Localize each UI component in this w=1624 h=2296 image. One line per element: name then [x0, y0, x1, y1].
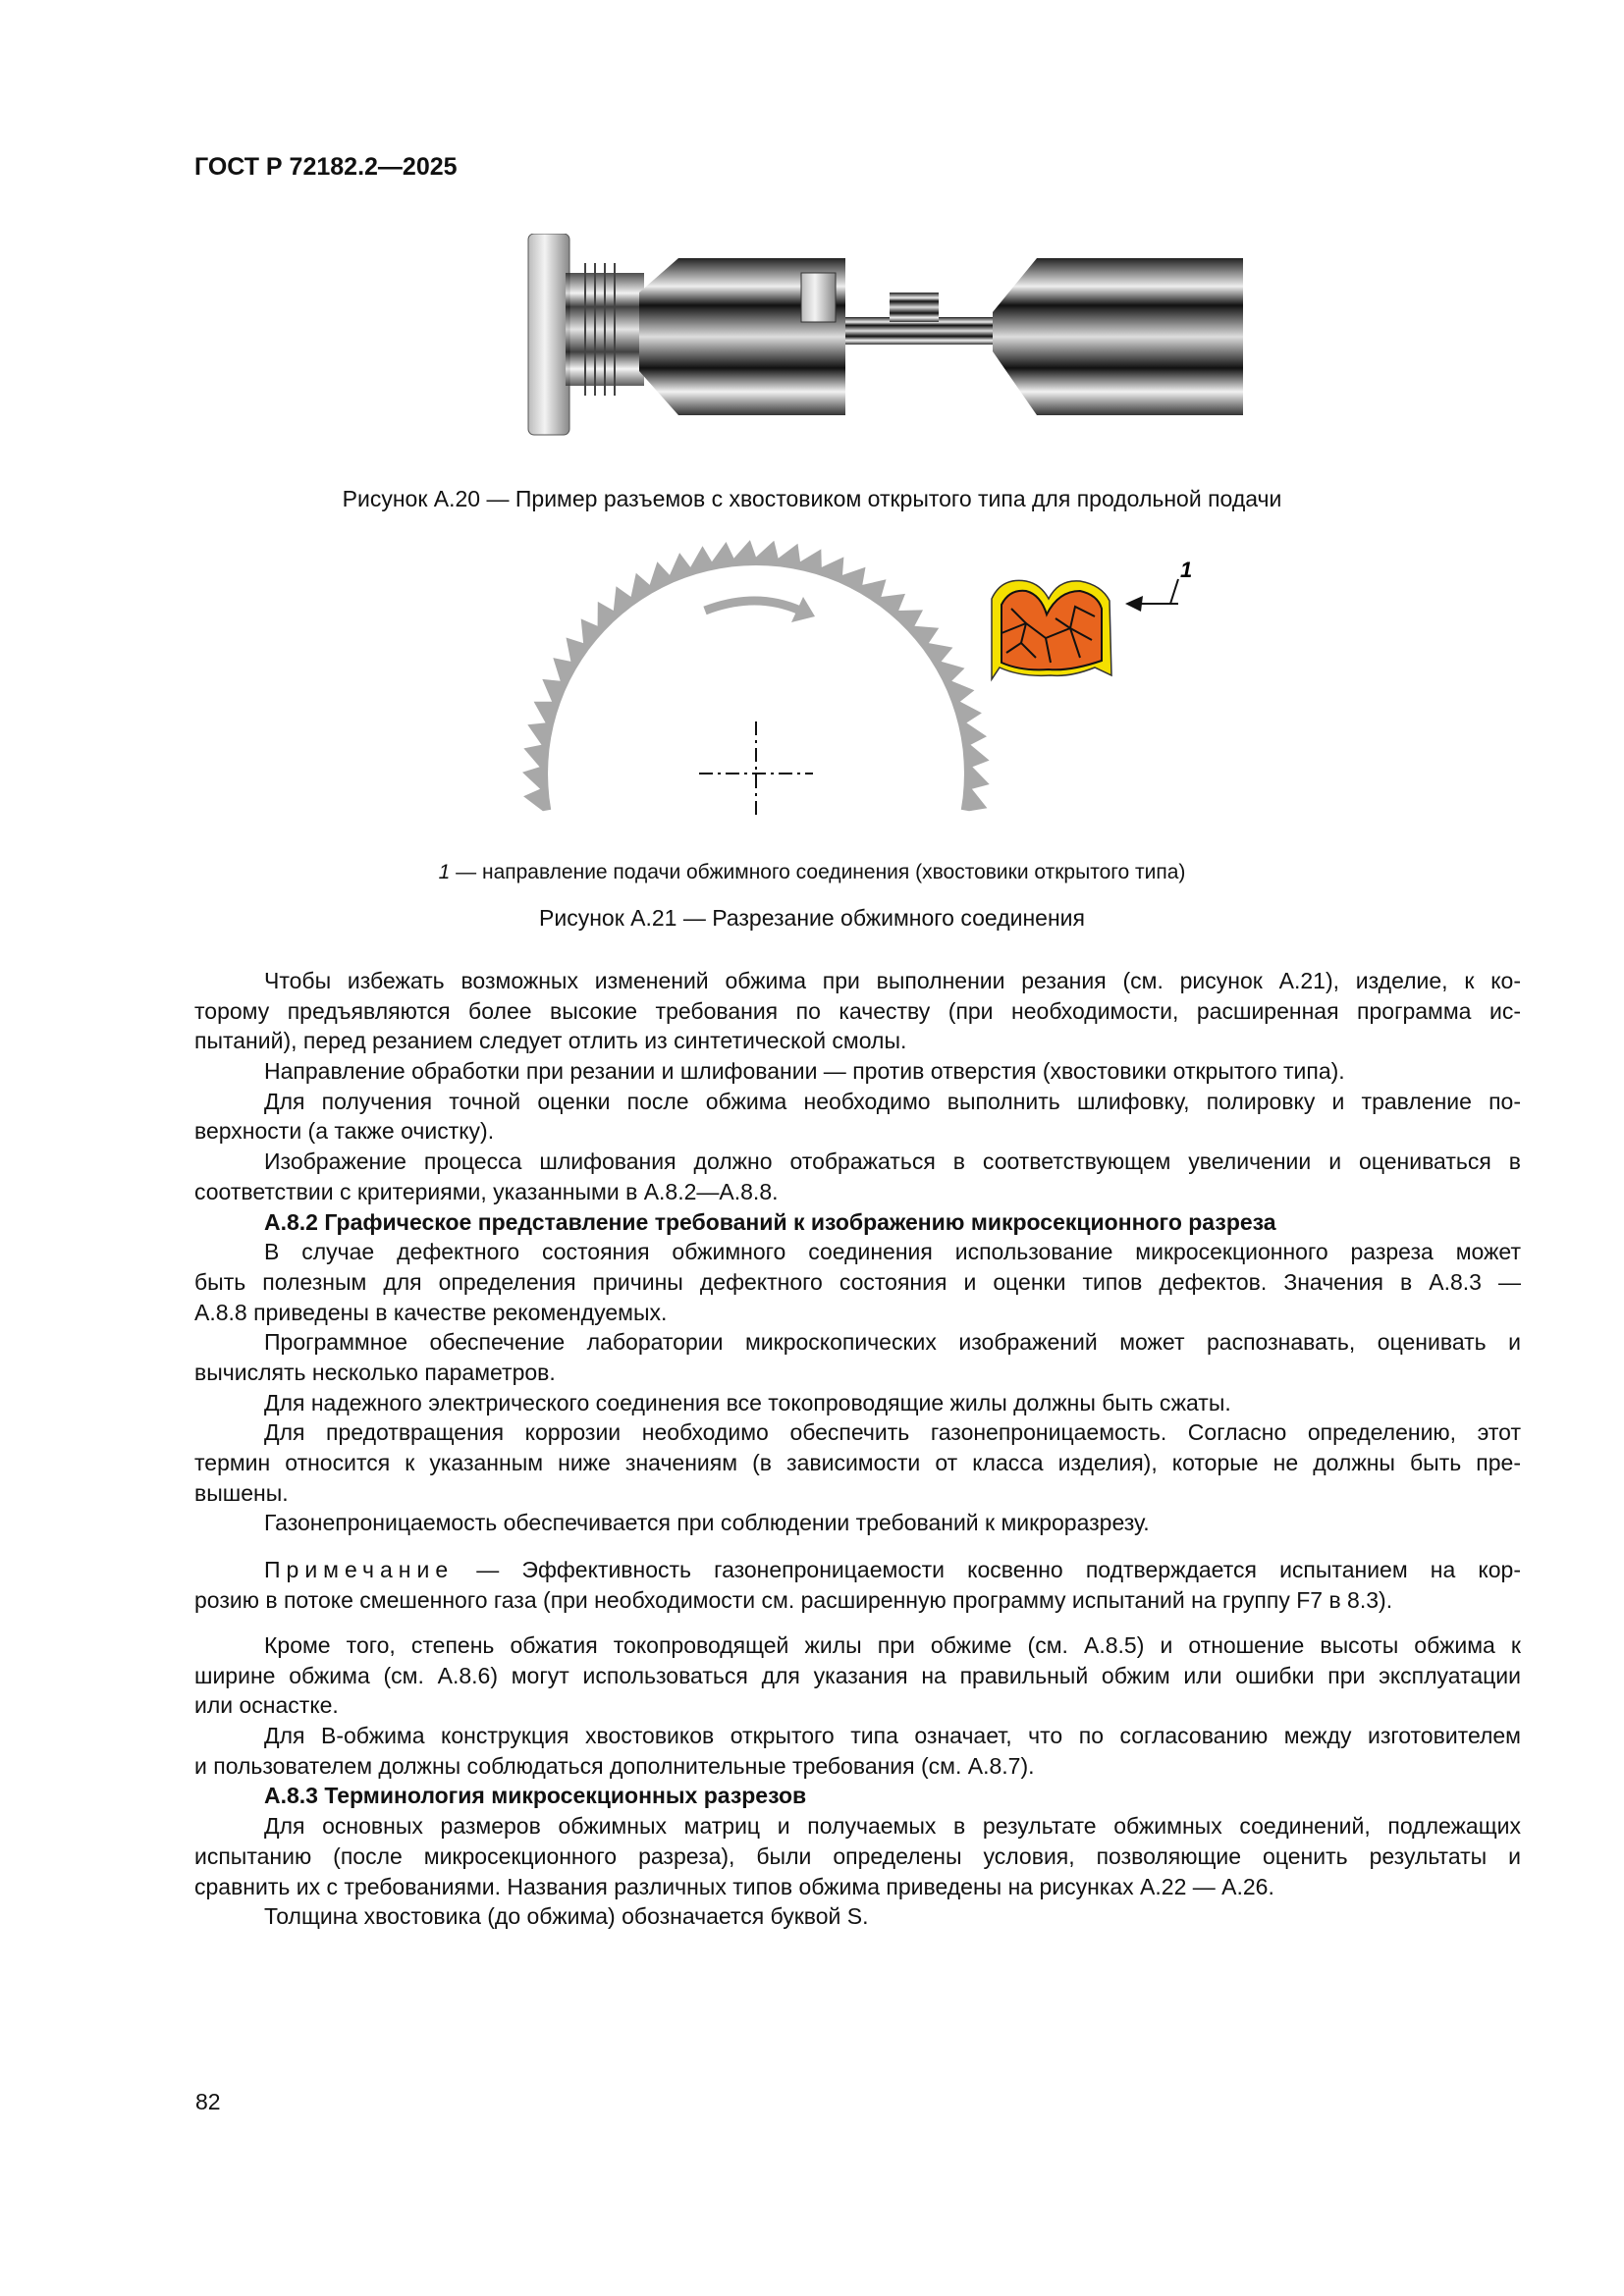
legend-text: — направление подачи обжимного соединения (хвостовики открытого типа) — [450, 861, 1186, 883]
body-text-top — [194, 966, 1521, 1538]
page-number: 82 — [195, 2089, 221, 2114]
paragraph-line: Газонепроницаемость обеспечивается при соблюдении требований к микроразрезу. — [264, 1510, 1150, 1536]
paragraph-line: вычислять несколько параметров. — [194, 1359, 556, 1385]
figure-a20-caption: Рисунок А.20 — Пример разъемов с хвостовиком открытого типа для продольной подачи — [342, 486, 1282, 511]
figure-a21-legend — [0, 861, 1624, 884]
section-heading: А.8.2 Графическое представление требований к изображению микросекционного разреза — [264, 1208, 1276, 1235]
figure-a21-caption: Рисунок А.21 — Разрезание обжимного соединения — [539, 905, 1085, 931]
center-mark-icon — [699, 721, 813, 815]
note-label: Примечание — [264, 1557, 455, 1582]
paragraph-line: термин относится к указанным ниже значениям (в зависимости от класса изделия), которые не должны быть пре- — [194, 1450, 1521, 1475]
paragraph-line: Для получения точной оценки после обжима необходимо выполнить шлифовку, полировку и травление по- — [264, 1088, 1521, 1114]
legend-number: 1 — [438, 861, 451, 883]
paragraph-line: А.8.8 приведены в качестве рекомендуемых. — [194, 1299, 668, 1325]
paragraph-line: или оснастке. — [194, 1692, 339, 1719]
paragraph-line: Для В-обжима конструкция хвостовиков открытого типа означает, что по согласованию между изготовителем — [264, 1723, 1521, 1749]
paragraph-line: Чтобы избежать возможных изменений обжима при выполнении резания (см. рисунок А.21), изделие, к ко- — [264, 968, 1521, 993]
saw-blade — [522, 540, 990, 811]
body-text-bottom — [194, 1630, 1521, 1932]
paragraph-line: пытаний), перед резанием следует отлить из синтетической смолы. — [194, 1028, 907, 1054]
saw-blade-diagram — [491, 530, 1237, 834]
section-heading: А.8.3 Терминология микросекционных разрезов — [264, 1783, 807, 1809]
paragraph-line: Изображение процесса шлифования должно отображаться в соответствующем увеличении и оцениваться в — [264, 1148, 1521, 1175]
paragraph-line: верхности (а также очистку). — [194, 1118, 495, 1145]
note-line: Примечание — Эффективность газонепроницаемости косвенно подтверждается испытанием на кор- — [264, 1557, 1521, 1582]
callout-label: 1 — [1180, 558, 1193, 582]
paragraph-line: вышены. — [194, 1479, 289, 1506]
paragraph-line: Программное обеспечение лаборатории микроскопических изображений может распознавать, оценивать и — [264, 1329, 1521, 1356]
feed-direction-arrow-icon — [1125, 579, 1178, 612]
paragraph-line: ширине обжима (см. А.8.6) могут использоваться для указания на правильный обжим или ошибки при эксплуатации — [194, 1662, 1521, 1688]
paragraph-line: Направление обработки при резании и шлифовании — против отверстия (хвостовики открытого типа). — [264, 1058, 1345, 1085]
paragraph-line: Кроме того, степень обжатия токопроводящей жилы при обжиме (см. А.8.5) и отношение высоты обжима к — [264, 1632, 1521, 1658]
note — [194, 1555, 1521, 1615]
connector-photo — [516, 234, 1243, 440]
paragraph-line: В случае дефектного состояния обжимного соединения использование микросекционного разреза может — [264, 1239, 1521, 1265]
rotation-arrow-icon — [705, 601, 800, 611]
paragraph-line: сравнить их с требованиями. Названия различных типов обжима приведены на рисунках А.22 — А.26. — [194, 1873, 1274, 1899]
paragraph-line: быть полезным для определения причины дефектного состояния и оценки типов дефектов. Значения в А.8.3 — — [194, 1268, 1521, 1295]
document-header: ГОСТ Р 72182.2—2025 — [194, 153, 458, 181]
note-line: розию в потоке смешенного газа (при необходимости см. расширенную программу испытаний на группу F7 в 8.3). — [194, 1586, 1393, 1613]
paragraph-line: соответствии с критериями, указанными в А.8.2—А.8.8. — [194, 1178, 779, 1204]
paragraph-line: торому предъявляются более высокие требования по качеству (при необходимости, расширенная программа ис- — [194, 997, 1521, 1024]
paragraph-line: Толщина хвостовика (до обжима) обозначается буквой S. — [264, 1903, 869, 1930]
paragraph-line: Для надежного электрического соединения все токопроводящие жилы должны быть сжаты. — [264, 1389, 1231, 1415]
paragraph-line: Для основных размеров обжимных матриц и получаемых в результате обжимных соединений, подлежащих — [264, 1813, 1521, 1840]
paragraph-line: испытанию (после микросекционного разреза), были определены условия, позволяющие оценить результаты и — [194, 1842, 1521, 1869]
crimp-cross-section-icon — [992, 580, 1111, 679]
paragraph-line: Для предотвращения коррозии необходимо обеспечить газонепроницаемость. Согласно определению, этот — [264, 1419, 1521, 1446]
paragraph-line: и пользователем должны соблюдаться дополнительные требования (см. А.8.7). — [194, 1752, 1035, 1779]
